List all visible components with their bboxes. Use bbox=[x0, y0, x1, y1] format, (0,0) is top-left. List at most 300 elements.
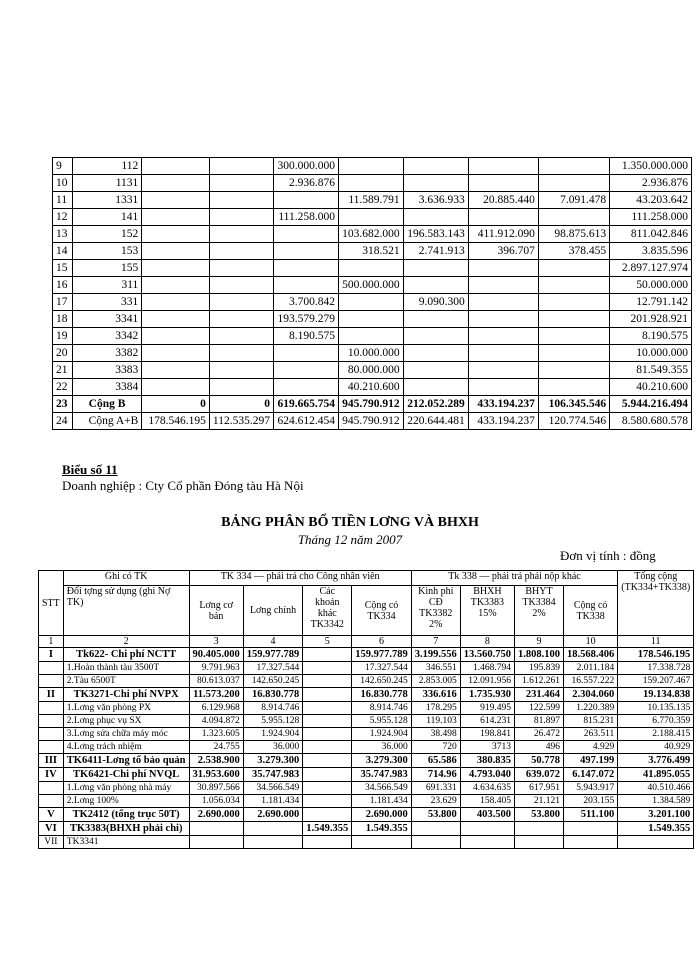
cell-stt: 9 bbox=[53, 158, 73, 175]
table-row bbox=[53, 226, 692, 243]
table-row bbox=[39, 715, 694, 728]
cell-c2 bbox=[209, 294, 273, 311]
cell-stt: 16 bbox=[53, 277, 73, 294]
group-row bbox=[39, 822, 694, 836]
cell-c3: 2.936.876 bbox=[273, 175, 338, 192]
cell-c3: 300.000.000 bbox=[273, 158, 338, 175]
column-number: 9 bbox=[515, 636, 564, 648]
cell-c4: 945.790.912 bbox=[339, 413, 404, 430]
row-name: 4.Lơng trách nhiệm bbox=[63, 741, 189, 754]
cell-stt: 12 bbox=[53, 209, 73, 226]
table-row bbox=[53, 294, 692, 311]
row-stt bbox=[39, 728, 64, 741]
cell-c5 bbox=[403, 260, 468, 277]
cell-stt: 11 bbox=[53, 192, 73, 209]
cell-c1: 178.546.195 bbox=[142, 413, 210, 430]
cell-stt: 18 bbox=[53, 311, 73, 328]
cell-total: 10.000.000 bbox=[610, 345, 692, 362]
row-value: 1.808.100 bbox=[515, 648, 564, 662]
cell-c4 bbox=[339, 175, 404, 192]
cell-c7: 7.091.478 bbox=[538, 192, 609, 209]
cell-c6: 433.194.237 bbox=[468, 413, 538, 430]
cell-c7 bbox=[538, 158, 609, 175]
row-stt: VI bbox=[39, 822, 64, 836]
row-value: 1.735.930 bbox=[460, 688, 514, 702]
row-name: 3.Lơng sửa chữa máy móc bbox=[63, 728, 189, 741]
row-name: TK3271-Chi phí NVPX bbox=[63, 688, 189, 702]
cell-c7 bbox=[538, 362, 609, 379]
cell-c4 bbox=[339, 311, 404, 328]
cell-c3: 111.258.000 bbox=[273, 209, 338, 226]
row-value bbox=[303, 688, 352, 702]
row-value: 691.331 bbox=[411, 782, 460, 795]
row-value: 3.776.499 bbox=[618, 754, 694, 768]
cell-c5 bbox=[403, 362, 468, 379]
header-sum334: Cộng có TK334 bbox=[352, 586, 412, 636]
row-value: 919.495 bbox=[460, 702, 514, 715]
row-value: 2.188.415 bbox=[618, 728, 694, 741]
row-value: 1.056.034 bbox=[189, 795, 243, 808]
row-value: 2.853.005 bbox=[411, 675, 460, 688]
group-row bbox=[39, 754, 694, 768]
cell-c1 bbox=[142, 226, 210, 243]
row-value bbox=[303, 768, 352, 782]
row-value: 380.835 bbox=[460, 754, 514, 768]
cell-total: 201.928.921 bbox=[610, 311, 692, 328]
cell-c1 bbox=[142, 379, 210, 396]
table-row bbox=[39, 702, 694, 715]
header-other: Các khoản khác TK3342 bbox=[303, 586, 352, 636]
cell-stt: 17 bbox=[53, 294, 73, 311]
row-value bbox=[303, 836, 352, 849]
row-name: 1.Lơng văn phòng nhà máy bbox=[63, 782, 189, 795]
header-total: Tổng cộng (TK334+TK338) bbox=[618, 571, 694, 636]
cell-total: 2.897.127.974 bbox=[610, 260, 692, 277]
cell-c1 bbox=[142, 260, 210, 277]
cell-c7: 378.455 bbox=[538, 243, 609, 260]
row-value: 159.977.789 bbox=[243, 648, 303, 662]
cell-acc: 331 bbox=[72, 294, 142, 311]
row-value: 122.599 bbox=[515, 702, 564, 715]
row-value: 4.634.635 bbox=[460, 782, 514, 795]
table-row bbox=[53, 362, 692, 379]
row-value: 1.384.589 bbox=[618, 795, 694, 808]
row-value: 8.914.746 bbox=[352, 702, 412, 715]
cell-total: 50.000.000 bbox=[610, 277, 692, 294]
row-value: 24.755 bbox=[189, 741, 243, 754]
row-value bbox=[460, 836, 514, 849]
cell-c5 bbox=[403, 175, 468, 192]
table-row bbox=[39, 782, 694, 795]
cell-c3 bbox=[273, 243, 338, 260]
cell-c2 bbox=[209, 243, 273, 260]
cell-acc: 152 bbox=[72, 226, 142, 243]
cell-c1 bbox=[142, 209, 210, 226]
group-row bbox=[39, 768, 694, 782]
row-value: 3.201.100 bbox=[618, 808, 694, 822]
cell-c5 bbox=[403, 277, 468, 294]
row-value: 17.338.728 bbox=[618, 662, 694, 675]
row-value: 511.100 bbox=[564, 808, 618, 822]
cell-c6 bbox=[468, 328, 538, 345]
cell-acc: Cộng B bbox=[72, 396, 142, 413]
row-value: 1.549.355 bbox=[618, 822, 694, 836]
cell-acc: 141 bbox=[72, 209, 142, 226]
row-value: 720 bbox=[411, 741, 460, 754]
table-row bbox=[53, 379, 692, 396]
row-name: 1.Lơng văn phòng PX bbox=[63, 702, 189, 715]
row-value: 2.011.184 bbox=[564, 662, 618, 675]
row-value: 17.327.544 bbox=[243, 662, 303, 675]
cell-c2 bbox=[209, 226, 273, 243]
row-value: 159.207.467 bbox=[618, 675, 694, 688]
row-value: 17.327.544 bbox=[352, 662, 412, 675]
row-value bbox=[303, 728, 352, 741]
row-value: 178.546.195 bbox=[618, 648, 694, 662]
row-value: 231.464 bbox=[515, 688, 564, 702]
cell-total: 81.549.355 bbox=[610, 362, 692, 379]
cell-c3: 619.665.754 bbox=[273, 396, 338, 413]
row-stt bbox=[39, 795, 64, 808]
currency-unit: Đơn vị tính : đồng bbox=[560, 548, 656, 563]
cell-total: 2.936.876 bbox=[610, 175, 692, 192]
row-value: 1.549.355 bbox=[303, 822, 352, 836]
cell-c3 bbox=[273, 362, 338, 379]
cell-acc: 1131 bbox=[72, 175, 142, 192]
row-stt bbox=[39, 702, 64, 715]
cell-c3 bbox=[273, 192, 338, 209]
table-row bbox=[39, 795, 694, 808]
row-stt: II bbox=[39, 688, 64, 702]
row-value: 6.147.072 bbox=[564, 768, 618, 782]
row-value bbox=[515, 822, 564, 836]
row-value: 53.800 bbox=[515, 808, 564, 822]
company-name: Doanh nghiệp : Cty Cổ phần Đóng tàu Hà Nội bbox=[62, 478, 304, 493]
cell-stt: 15 bbox=[53, 260, 73, 277]
row-value: 34.566.549 bbox=[243, 782, 303, 795]
row-value: 1.181.434 bbox=[243, 795, 303, 808]
row-value: 41.895.055 bbox=[618, 768, 694, 782]
account-summary-table bbox=[52, 157, 692, 430]
page-subtitle: Tháng 12 năm 2007 bbox=[297, 532, 403, 547]
header-tk338: Tk 338 — phải trả phải nộp khác bbox=[411, 571, 618, 586]
cell-c2 bbox=[209, 175, 273, 192]
cell-c4: 945.790.912 bbox=[339, 396, 404, 413]
cell-c4: 11.589.791 bbox=[339, 192, 404, 209]
column-number: 11 bbox=[618, 636, 694, 648]
row-value: 2.690.000 bbox=[243, 808, 303, 822]
row-value: 158.405 bbox=[460, 795, 514, 808]
cell-c4: 10.000.000 bbox=[339, 345, 404, 362]
cell-c2 bbox=[209, 209, 273, 226]
row-name: Tk622- Chi phí NCTT bbox=[63, 648, 189, 662]
cell-total: 1.350.000.000 bbox=[610, 158, 692, 175]
table-row bbox=[39, 675, 694, 688]
column-number: 4 bbox=[243, 636, 303, 648]
row-value: 18.568.406 bbox=[564, 648, 618, 662]
table-row bbox=[53, 192, 692, 209]
cell-c6 bbox=[468, 345, 538, 362]
table-row bbox=[39, 836, 694, 849]
header-credit: Ghi có TK bbox=[63, 571, 189, 586]
cell-c1 bbox=[142, 362, 210, 379]
cell-total: 8.190.575 bbox=[610, 328, 692, 345]
row-value bbox=[243, 836, 303, 849]
row-value: 1.468.794 bbox=[460, 662, 514, 675]
row-value bbox=[564, 822, 618, 836]
cell-c5 bbox=[403, 311, 468, 328]
cell-c1 bbox=[142, 175, 210, 192]
cell-c1 bbox=[142, 345, 210, 362]
row-value: 3.199.556 bbox=[411, 648, 460, 662]
row-value bbox=[303, 702, 352, 715]
column-number: 6 bbox=[352, 636, 412, 648]
row-value: 1.181.434 bbox=[352, 795, 412, 808]
table-row bbox=[53, 345, 692, 362]
group-row bbox=[39, 808, 694, 822]
row-name: 1.Hoàn thành tàu 3500T bbox=[63, 662, 189, 675]
row-value bbox=[303, 795, 352, 808]
row-value: 403.500 bbox=[460, 808, 514, 822]
cell-stt: 14 bbox=[53, 243, 73, 260]
header-bhxh: BHXH TK3383 15% bbox=[460, 586, 514, 636]
row-value: 19.134.838 bbox=[618, 688, 694, 702]
row-value: 13.560.750 bbox=[460, 648, 514, 662]
cell-total: 111.258.000 bbox=[610, 209, 692, 226]
cell-c7 bbox=[538, 175, 609, 192]
cell-acc: 1331 bbox=[72, 192, 142, 209]
cell-c7 bbox=[538, 345, 609, 362]
cell-stt: 20 bbox=[53, 345, 73, 362]
row-value: 38.498 bbox=[411, 728, 460, 741]
row-value: 50.778 bbox=[515, 754, 564, 768]
cell-c1 bbox=[142, 243, 210, 260]
row-value: 1.549.355 bbox=[352, 822, 412, 836]
cell-c1 bbox=[142, 192, 210, 209]
row-value bbox=[303, 648, 352, 662]
table-row bbox=[53, 328, 692, 345]
table-row bbox=[53, 209, 692, 226]
row-value: 12.091.956 bbox=[460, 675, 514, 688]
cell-c6: 411.912.090 bbox=[468, 226, 538, 243]
cell-c1 bbox=[142, 328, 210, 345]
cell-acc: 3341 bbox=[72, 311, 142, 328]
row-value bbox=[564, 836, 618, 849]
row-value: 159.977.789 bbox=[352, 648, 412, 662]
form-number: Biểu số 11 bbox=[62, 462, 118, 477]
cell-c7: 98.875.613 bbox=[538, 226, 609, 243]
cell-c1 bbox=[142, 158, 210, 175]
cell-total: 8.580.680.578 bbox=[610, 413, 692, 430]
cell-acc: 311 bbox=[72, 277, 142, 294]
row-value: 40.929 bbox=[618, 741, 694, 754]
row-value: 2.690.000 bbox=[352, 808, 412, 822]
cell-c2: 112.535.297 bbox=[209, 413, 273, 430]
cell-c5 bbox=[403, 328, 468, 345]
cell-c4: 80.000.000 bbox=[339, 362, 404, 379]
cell-c3: 624.612.454 bbox=[273, 413, 338, 430]
row-value: 195.839 bbox=[515, 662, 564, 675]
column-number: 5 bbox=[303, 636, 352, 648]
cell-c1: 0 bbox=[142, 396, 210, 413]
row-value: 1.612.261 bbox=[515, 675, 564, 688]
cell-stt: 23 bbox=[53, 396, 73, 413]
cell-c3: 3.700.842 bbox=[273, 294, 338, 311]
cell-c7 bbox=[538, 277, 609, 294]
row-value: 714.96 bbox=[411, 768, 460, 782]
column-number: 1 bbox=[39, 636, 64, 648]
cell-c6 bbox=[468, 277, 538, 294]
row-value: 30.897.566 bbox=[189, 782, 243, 795]
row-value: 142.650.245 bbox=[352, 675, 412, 688]
cell-c5 bbox=[403, 345, 468, 362]
page-title: BẢNG PHÂN BỔ TIỀN LƠNG VÀ BHXH bbox=[221, 515, 479, 530]
row-value: 496 bbox=[515, 741, 564, 754]
cell-c7 bbox=[538, 311, 609, 328]
cell-c1 bbox=[142, 277, 210, 294]
column-number-row bbox=[39, 636, 694, 648]
cell-c5 bbox=[403, 209, 468, 226]
row-stt bbox=[39, 662, 64, 675]
row-name: TK3341 bbox=[63, 836, 189, 849]
row-value: 815.231 bbox=[564, 715, 618, 728]
row-value bbox=[303, 741, 352, 754]
row-value: 3713 bbox=[460, 741, 514, 754]
cell-c2 bbox=[209, 260, 273, 277]
cell-c6: 20.885.440 bbox=[468, 192, 538, 209]
row-value bbox=[460, 822, 514, 836]
row-value: 36.000 bbox=[243, 741, 303, 754]
table-row bbox=[39, 741, 694, 754]
cell-acc: 112 bbox=[72, 158, 142, 175]
cell-c5: 220.644.481 bbox=[403, 413, 468, 430]
row-value: 81.897 bbox=[515, 715, 564, 728]
row-stt: I bbox=[39, 648, 64, 662]
header-sum338: Cộng có TK338 bbox=[564, 586, 618, 636]
cell-total: 12.791.142 bbox=[610, 294, 692, 311]
cell-c5: 9.090.300 bbox=[403, 294, 468, 311]
cell-c7 bbox=[538, 328, 609, 345]
cell-c4: 500.000.000 bbox=[339, 277, 404, 294]
row-value: 614.231 bbox=[460, 715, 514, 728]
row-value bbox=[515, 836, 564, 849]
cell-stt: 24 bbox=[53, 413, 73, 430]
row-value: 5.943.917 bbox=[564, 782, 618, 795]
row-value: 1.220.389 bbox=[564, 702, 618, 715]
row-value bbox=[411, 836, 460, 849]
cell-c3 bbox=[273, 277, 338, 294]
row-value bbox=[303, 662, 352, 675]
column-number: 8 bbox=[460, 636, 514, 648]
cell-c7 bbox=[538, 294, 609, 311]
row-value: 8.914.746 bbox=[243, 702, 303, 715]
cell-c4: 103.682.000 bbox=[339, 226, 404, 243]
cell-acc: 153 bbox=[72, 243, 142, 260]
cell-acc: 3384 bbox=[72, 379, 142, 396]
row-value: 26.472 bbox=[515, 728, 564, 741]
row-value: 4.094.872 bbox=[189, 715, 243, 728]
cell-c4 bbox=[339, 260, 404, 277]
cell-c3: 193.579.279 bbox=[273, 311, 338, 328]
row-value: 16.830.778 bbox=[352, 688, 412, 702]
row-value: 617.951 bbox=[515, 782, 564, 795]
row-value: 497.199 bbox=[564, 754, 618, 768]
cell-c4: 318.521 bbox=[339, 243, 404, 260]
header-stt: STT bbox=[39, 571, 64, 636]
cell-c6: 433.194.237 bbox=[468, 396, 538, 413]
header-basic-wage: Lơng cơ bản bbox=[189, 586, 243, 636]
row-value: 35.747.983 bbox=[243, 768, 303, 782]
cell-c3 bbox=[273, 226, 338, 243]
row-stt bbox=[39, 675, 64, 688]
row-value: 142.650.245 bbox=[243, 675, 303, 688]
row-stt: VII bbox=[39, 836, 64, 849]
row-value: 3.279.300 bbox=[352, 754, 412, 768]
cell-c1 bbox=[142, 294, 210, 311]
cell-c2 bbox=[209, 362, 273, 379]
row-value: 639.072 bbox=[515, 768, 564, 782]
row-value: 203.155 bbox=[564, 795, 618, 808]
row-value: 40.510.466 bbox=[618, 782, 694, 795]
table-row bbox=[53, 175, 692, 192]
row-name: TK6411-Lơng tổ bảo quản bbox=[63, 754, 189, 768]
table-row bbox=[53, 311, 692, 328]
row-value: 2.304.060 bbox=[564, 688, 618, 702]
row-value: 1.924.904 bbox=[243, 728, 303, 741]
column-number: 10 bbox=[564, 636, 618, 648]
column-number: 2 bbox=[63, 636, 189, 648]
cell-c4 bbox=[339, 158, 404, 175]
cell-total: 3.835.596 bbox=[610, 243, 692, 260]
row-value: 5.955.128 bbox=[243, 715, 303, 728]
row-stt bbox=[39, 782, 64, 795]
column-number: 7 bbox=[411, 636, 460, 648]
header-main-wage: Lơng chính bbox=[243, 586, 303, 636]
group-row bbox=[39, 688, 694, 702]
cell-acc: 3342 bbox=[72, 328, 142, 345]
row-value: 21.121 bbox=[515, 795, 564, 808]
cell-c2 bbox=[209, 379, 273, 396]
salary-allocation-table bbox=[38, 570, 694, 849]
cell-c5: 212.052.289 bbox=[403, 396, 468, 413]
row-value: 36.000 bbox=[352, 741, 412, 754]
cell-c6 bbox=[468, 175, 538, 192]
table-row bbox=[53, 413, 692, 430]
cell-c6 bbox=[468, 209, 538, 226]
header-kpcd: Kinh phí CĐ TK3382 2% bbox=[411, 586, 460, 636]
cell-c1 bbox=[142, 311, 210, 328]
row-value bbox=[189, 822, 243, 836]
cell-c5: 196.583.143 bbox=[403, 226, 468, 243]
row-value: 263.511 bbox=[564, 728, 618, 741]
row-value bbox=[243, 822, 303, 836]
row-value: 31.953.600 bbox=[189, 768, 243, 782]
row-stt: III bbox=[39, 754, 64, 768]
cell-stt: 10 bbox=[53, 175, 73, 192]
row-value: 90.405.000 bbox=[189, 648, 243, 662]
cell-c5 bbox=[403, 158, 468, 175]
table-row bbox=[39, 662, 694, 675]
cell-total: 5.944.216.494 bbox=[610, 396, 692, 413]
cell-c4 bbox=[339, 328, 404, 345]
cell-c3 bbox=[273, 345, 338, 362]
row-name: TK2412 (tổng trục 50T) bbox=[63, 808, 189, 822]
cell-stt: 13 bbox=[53, 226, 73, 243]
cell-c7 bbox=[538, 260, 609, 277]
row-stt bbox=[39, 741, 64, 754]
row-value: 119.103 bbox=[411, 715, 460, 728]
row-stt bbox=[39, 715, 64, 728]
